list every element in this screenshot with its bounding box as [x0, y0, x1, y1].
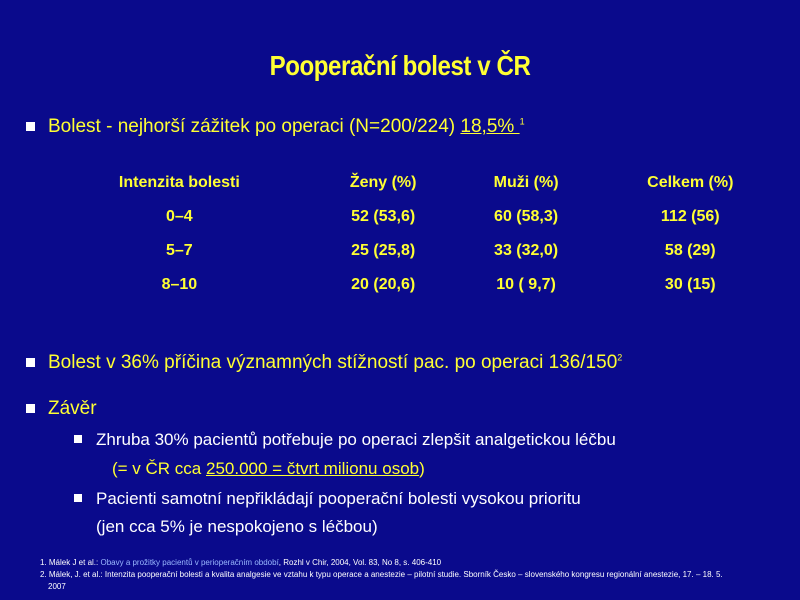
column-header: Intenzita bolesti — [118, 174, 240, 191]
reference-1 — [40, 557, 723, 569]
bullet-square-icon — [26, 404, 35, 413]
bullet-square-icon — [26, 358, 35, 367]
bullet-text: Bolest v 36% příčina významných stížností pac. po operaci 136/150 — [48, 352, 618, 373]
reference-source: , Rozhl v Chir, 2004, Vol. 83, No 8, s. 406-410 — [278, 558, 442, 567]
note-prefix: (= v ČR cca — [112, 459, 206, 478]
population-estimate-link: 250.000 = čtvrt milionu osob — [206, 459, 420, 478]
column-header: Muži (%) — [493, 174, 559, 191]
sub-bullet-improve-analgesia: Zhruba 30% pacientů potřebuje po operaci zlepšit analgetickou léčbu — [96, 430, 616, 449]
bullet-conclusion: Závěr — [48, 398, 97, 419]
bullet-square-icon — [26, 122, 35, 131]
reference-2: 2. Málek, J. et al.: Intenzita pooperační bolesti a kvalita analgesie ve vztahu k typu operace a anestezie – pilotní studie. Sborník Česko – slovenského kongresu regionální anestezie, 17. – 18. 5. — [40, 570, 723, 579]
percentage-highlight: 18,5% — [460, 116, 520, 137]
reference-title: Obavy a prožitky pacientů v perioperačním období — [100, 558, 279, 567]
sub-bullet-square-icon — [74, 494, 82, 502]
column-header: Celkem (%) — [647, 174, 734, 191]
bullet-complaints — [48, 352, 622, 374]
table-cell: 25 (25,8) — [351, 242, 416, 259]
pain-intensity-table — [48, 166, 784, 302]
table-cell: 5–7 — [166, 242, 193, 259]
table-cell: 33 (32,0) — [494, 242, 559, 259]
bullet-worst-experience — [48, 116, 525, 138]
population-estimate-note — [112, 459, 425, 479]
note-suffix: ) — [419, 459, 425, 478]
table-row — [48, 200, 784, 234]
table-cell: 58 (29) — [664, 242, 716, 259]
table-row — [48, 268, 784, 302]
table-cell: 112 (56) — [660, 208, 720, 225]
table-cell: 60 (58,3) — [494, 208, 559, 225]
table-cell: 0–4 — [166, 208, 193, 225]
reference-author: 1. Málek J et al.: — [40, 558, 101, 567]
reference-2-year: 2007 — [48, 582, 66, 591]
table-cell: 30 (15) — [664, 276, 716, 293]
dissatisfaction-note: (jen cca 5% je nespokojeno s léčbou) — [96, 517, 378, 536]
sub-bullet-priority: Pacienti samotní nepřikládají pooperační bolesti vysokou prioritu — [96, 489, 581, 508]
bullet-text: Bolest - nejhorší zážitek po operaci (N=200/224) — [48, 116, 461, 137]
table-cell: 8–10 — [161, 276, 198, 293]
sub-bullet-square-icon — [74, 435, 82, 443]
references — [40, 557, 723, 593]
reference-marker: 1 — [519, 116, 525, 127]
table-cell: 52 (53,6) — [351, 208, 416, 225]
column-header: Ženy (%) — [349, 174, 417, 191]
table-cell: 20 (20,6) — [351, 276, 416, 293]
reference-marker: 2 — [617, 352, 623, 363]
table-cell: 10 ( 9,7) — [496, 276, 556, 293]
table-header-row — [48, 166, 784, 200]
table-row — [48, 234, 784, 268]
slide-title: Pooperační bolest v ČR — [269, 50, 531, 81]
